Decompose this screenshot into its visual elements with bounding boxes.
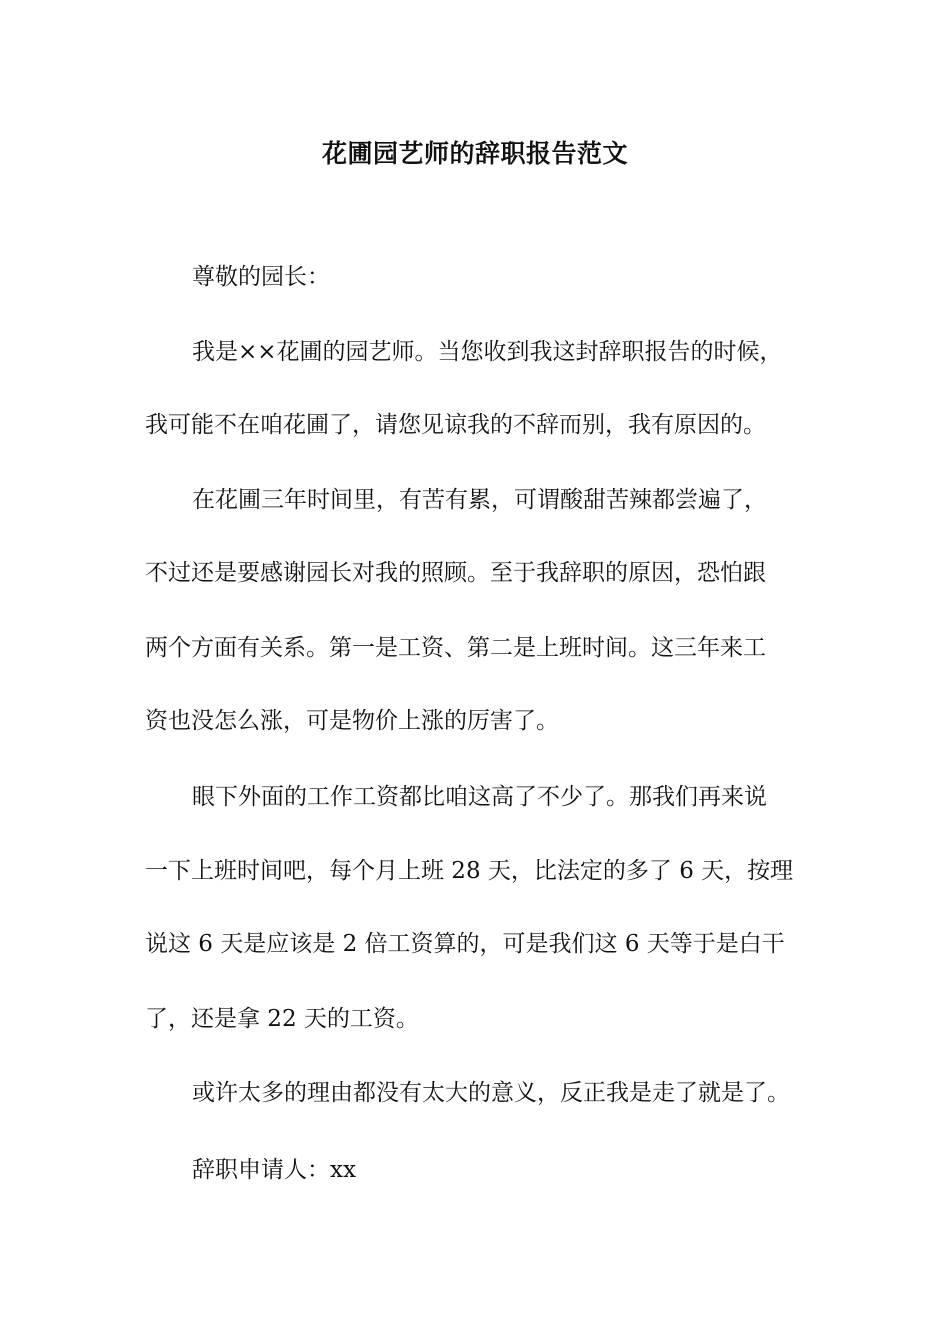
paragraph-line: 或许太多的理由都没有太大的意义，反正我是走了就是了。 (192, 1080, 790, 1106)
signature-line: 辞职申请人：xx (192, 1157, 356, 1183)
salutation: 尊敬的园长： (192, 264, 330, 290)
paragraph-line: 不过还是要感谢园长对我的照顾。至于我辞职的原因，恐怕跟 (145, 560, 766, 586)
paragraph-line: 资也没怎么涨，可是物价上涨的厉害了。 (145, 708, 559, 734)
paragraph-line: 两个方面有关系。第一是工资、第二是上班时间。这三年来工 (145, 635, 766, 661)
paragraph-line: 我可能不在咱花圃了，请您见谅我的不辞而别，我有原因的。 (145, 412, 766, 438)
paragraph-line: 说这 6 天是应该是 2 倍工资算的，可是我们这 6 天等于是白干 (145, 931, 785, 957)
document-title: 花圃园艺师的辞职报告范文 (321, 139, 628, 168)
paragraph-line: 在花圃三年时间里，有苦有累，可谓酸甜苦辣都尝遍了， (192, 487, 767, 513)
paragraph-line: 一下上班时间吧，每个月上班 28 天，比法定的多了 6 天，按理 (145, 858, 794, 884)
paragraph-line: 了，还是拿 22 天的工资。 (145, 1006, 419, 1032)
paragraph-line: 我是××花圃的园艺师。当您收到我这封辞职报告的时候， (192, 339, 783, 365)
paragraph-line: 眼下外面的工作工资都比咱这高了不少了。那我们再来说 (192, 784, 767, 810)
